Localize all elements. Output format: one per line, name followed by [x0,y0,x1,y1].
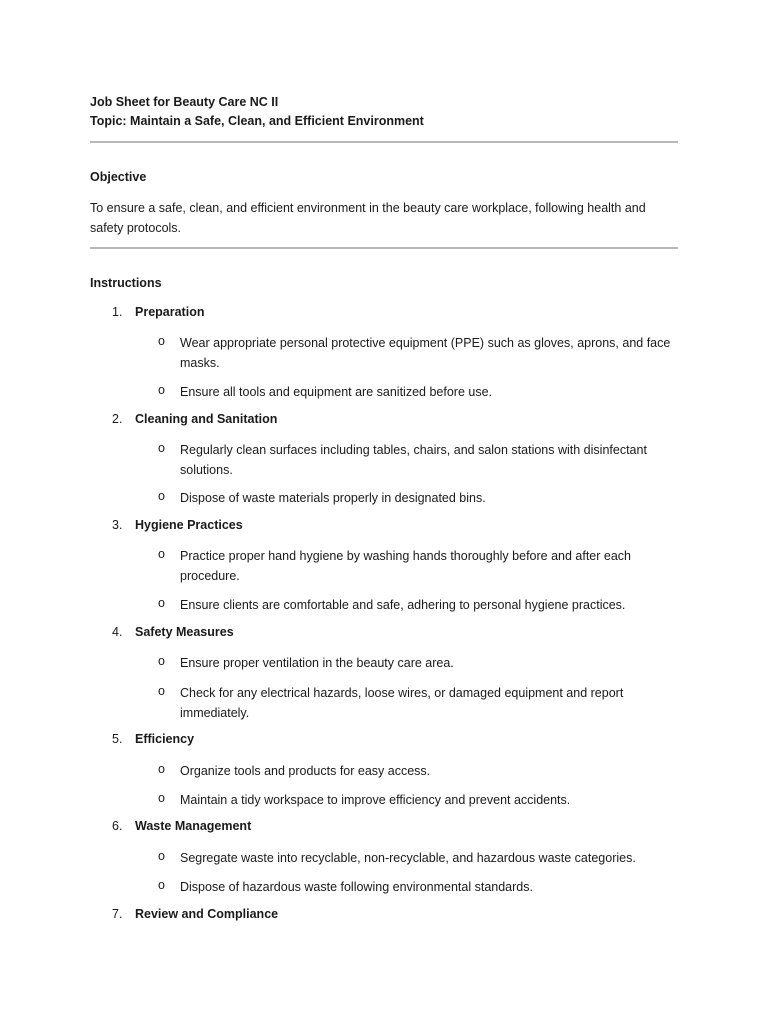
horizontal-rule [90,247,678,249]
step-title: Preparation [135,305,205,319]
bullet-text: Ensure all tools and equipment are sanitized before use. [180,385,492,399]
bullet-text: Practice proper hand hygiene by washing hands thoroughly before and after each procedure. [180,549,631,583]
bullet-text: Segregate waste into recyclable, non-recyclable, and hazardous waste categories. [180,851,636,865]
instruction-step [0,305,768,324]
bullet-text: Ensure proper ventilation in the beauty care area. [180,656,454,670]
bullet-text: Dispose of waste materials properly in designated bins. [180,491,486,505]
objective-text: To ensure a safe, clean, and efficient environment in the beauty care workplace, following health and safety protocols. [90,201,646,235]
bullet-text: Check for any electrical hazards, loose wires, or damaged equipment and report immediately. [180,686,624,720]
step-number: 1. [112,305,123,319]
bullet-marker-icon: o [158,489,165,503]
step-number: 7. [112,907,123,921]
bullet-marker-icon: o [158,441,165,455]
instruction-step [0,625,768,644]
step-title: Cleaning and Sanitation [135,412,278,426]
objective-heading: Objective [90,170,147,184]
bullet-marker-icon: o [158,762,165,776]
bullet-text: Dispose of hazardous waste following environmental standards. [180,880,533,894]
bullet-text: Maintain a tidy workspace to improve efficiency and prevent accidents. [180,793,571,807]
bullet-text: Regularly clean surfaces including tables, chairs, and salon stations with disinfectant solutions. [180,443,647,477]
instruction-step [0,732,768,751]
bullet-marker-icon: o [158,878,165,892]
instruction-step [0,819,768,838]
instruction-step [0,518,768,537]
bullet-text: Wear appropriate personal protective equipment (PPE) such as gloves, aprons, and face masks. [180,336,671,370]
bullet-marker-icon: o [158,654,165,668]
instruction-step [0,907,768,926]
document-header [90,93,424,131]
bullet-marker-icon: o [158,791,165,805]
document-title: Job Sheet for Beauty Care NC II [90,95,279,109]
step-title: Waste Management [135,819,252,833]
step-number: 6. [112,819,123,833]
bullet-marker-icon: o [158,596,165,610]
bullet-marker-icon: o [158,849,165,863]
bullet-marker-icon: o [158,334,165,348]
instruction-step [0,412,768,431]
bullet-marker-icon: o [158,383,165,397]
bullet-marker-icon: o [158,547,165,561]
horizontal-rule [90,141,678,143]
bullet-marker-icon: o [158,684,165,698]
step-number: 3. [112,518,123,532]
document-topic: Topic: Maintain a Safe, Clean, and Efficient Environment [90,114,424,128]
step-number: 4. [112,625,123,639]
step-title: Review and Compliance [135,907,279,921]
step-title: Efficiency [135,732,195,746]
step-number: 5. [112,732,123,746]
step-number: 2. [112,412,123,426]
bullet-text: Ensure clients are comfortable and safe, adhering to personal hygiene practices. [180,598,626,612]
step-title: Safety Measures [135,625,234,639]
step-title: Hygiene Practices [135,518,243,532]
instructions-heading: Instructions [90,276,162,290]
bullet-text: Organize tools and products for easy access. [180,764,431,778]
